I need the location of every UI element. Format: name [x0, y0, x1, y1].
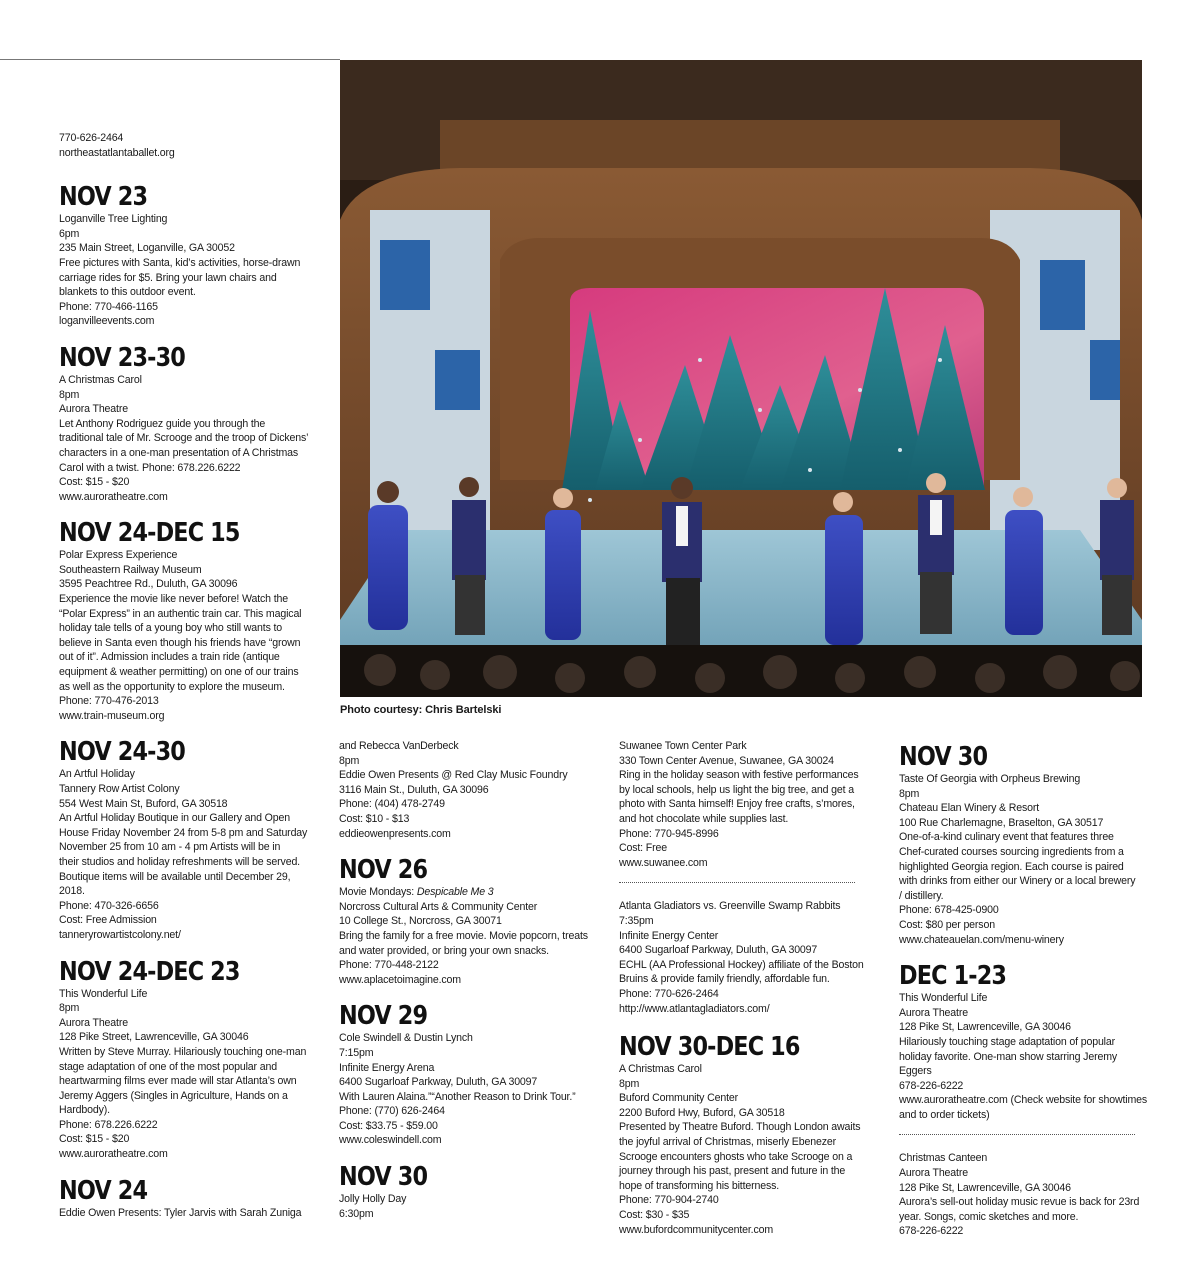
text-line: www.aplacetoimagine.com	[339, 973, 461, 986]
event-nov-30-jolly	[339, 1162, 584, 1221]
text-line: House Friday November 24 from 5-8 pm and Saturday	[59, 826, 308, 839]
text-line: hope of transforming his bitterness.	[619, 1179, 780, 1192]
text-line: An Artful Holiday Boutique in our Gallery and Open	[59, 812, 290, 825]
text-line: photo with Santa himself! Enjoy free crafts, s’mores,	[619, 798, 855, 811]
text-line: eddieowenpresents.com	[339, 827, 451, 840]
text-line: year. Songs, comic sketches and more.	[899, 1210, 1079, 1223]
text-line: 8pm	[899, 787, 920, 800]
text-line: 3116 Main St., Duluth, GA 30096	[339, 783, 489, 796]
text-line: and to order tickets)	[899, 1108, 990, 1121]
text-line: 128 Pike St, Lawrenceville, GA 30046	[899, 1181, 1071, 1194]
top-rule	[0, 59, 340, 60]
text-line: 7:15pm	[339, 1046, 374, 1059]
text-line: Aurora Theatre	[899, 1006, 968, 1019]
event-atlanta-gladiators	[619, 899, 864, 1016]
event-nov-30-dec-16	[619, 1032, 864, 1237]
text-line: A Christmas Carol	[59, 373, 142, 386]
text-line: Eddie Owen Presents @ Red Clay Music Foundry	[339, 769, 568, 782]
text-line: “Polar Express” in an authentic train car. This magical	[59, 607, 302, 620]
event-continued	[339, 739, 584, 841]
event-date: NOV 24-30	[59, 737, 185, 768]
text-line: Aurora Theatre	[899, 1167, 968, 1180]
text-line: Chateau Elan Winery & Resort	[899, 802, 1040, 815]
text-line: Phone: 770-466-1165	[59, 300, 158, 313]
text-line: Cost: $33.75 - $59.00	[339, 1119, 438, 1132]
text-line: 6400 Sugarloaf Parkway, Duluth, GA 30097	[619, 944, 818, 957]
text-line: Suwanee Town Center Park	[619, 740, 747, 752]
text-line: Norcross Cultural Arts & Community Center	[339, 900, 538, 913]
text-line: 10 College St., Norcross, GA 30071	[339, 915, 502, 928]
text-line: Phone: (770) 626-2464	[339, 1105, 445, 1118]
text-line: holiday favorite. One-man show starring Jeremy	[899, 1050, 1118, 1063]
text-line: Polar Express Experience	[59, 549, 178, 562]
text-line: 330 Town Center Avenue, Suwanee, GA 30024	[619, 754, 834, 767]
text-line: 678-226-6222	[899, 1079, 964, 1092]
text-line: 8pm	[59, 388, 80, 401]
text-line: 235 Main Street, Loganville, GA 30052	[59, 242, 235, 255]
text-line: Ring in the holiday season with festive performances	[619, 769, 859, 782]
event-date: NOV 30	[339, 1162, 428, 1193]
text-line	[339, 885, 584, 900]
text-line: the joyful arrival of Christmas, miserly Ebenezer	[619, 1136, 836, 1149]
event-nov-24-dec-15	[59, 518, 304, 723]
event-nov-23-30	[59, 342, 309, 504]
text-line: Bruins & provide family friendly, affordable fun.	[619, 973, 830, 986]
text-line: www.train-museum.org	[59, 709, 165, 722]
event-date: NOV 23-30	[59, 342, 185, 373]
text-line: Aurora Theatre	[59, 403, 128, 416]
theatre-stage-photo	[340, 60, 1142, 697]
text-line: Phone: (404) 478-2749	[339, 798, 445, 811]
text-line: Cole Swindell & Dustin Lynch	[339, 1032, 473, 1045]
text-line: November 25 from 10 am - 4 pm Artists will be in	[59, 841, 281, 854]
text-line: 128 Pike St, Lawrenceville, GA 30046	[899, 1021, 1071, 1034]
text-line: Buford Community Center	[619, 1092, 739, 1105]
event-nov-24-30	[59, 737, 308, 942]
event-date: NOV 23	[59, 182, 148, 213]
text-line: Cost: $15 - $20	[59, 1133, 130, 1146]
event-date: NOV 30	[899, 742, 988, 772]
text-line: heartwarming films ever made will star Atlanta’s own	[59, 1075, 297, 1088]
event-nov-24-dec-23	[59, 956, 307, 1162]
text-line: Phone: 770-476-2013	[59, 695, 159, 708]
text-line: Tannery Row Artist Colony	[59, 783, 180, 795]
text-line: Cost: $15 - $20	[59, 476, 130, 489]
text-line: www.auroratheatre.com	[59, 490, 168, 503]
column-1	[59, 131, 309, 1226]
movie-title: Despicable Me 3	[416, 886, 494, 899]
text-line: traditional tale of Mr. Scrooge and the troop of Dickens’	[59, 432, 309, 445]
text-line: Chef-curated courses sourcing ingredients from a	[899, 845, 1124, 858]
event-nov-26	[339, 855, 588, 987]
text-line: holiday tale tells of a young boy who still wants to	[59, 622, 283, 635]
event-dec-1-23	[899, 961, 1149, 1122]
text-line: 554 West Main St, Buford, GA 30518	[59, 797, 228, 810]
text-line: 8pm	[619, 1077, 640, 1090]
text-line: www.coleswindell.com	[339, 1134, 442, 1147]
event-nov-24	[59, 1176, 304, 1221]
text-line: Cost: Free Admission	[59, 914, 157, 927]
column-4	[899, 742, 1149, 1239]
column-2	[339, 739, 588, 1227]
text-line: 128 Pike Street, Lawrenceville, GA 30046	[59, 1031, 249, 1044]
text-line: Carol with a twist. Phone: 678.226.6222	[59, 461, 241, 474]
text-line: Loganville Tree Lighting	[59, 213, 168, 226]
text-line: Phone: 678.226.6222	[59, 1118, 158, 1131]
event-nov-30-taste-of-georgia	[899, 742, 1149, 947]
event-date: NOV 24	[59, 1175, 148, 1206]
text-line: 100 Rue Charlemagne, Braselton, GA 30517	[899, 816, 1104, 829]
text-line: This Wonderful Life	[899, 992, 988, 1005]
column-1-header-contact	[59, 131, 304, 160]
event-date: NOV 29	[339, 1001, 428, 1032]
text-line: Hardbody).	[59, 1104, 110, 1117]
text-line: This Wonderful Life	[59, 987, 148, 1000]
text-line: / distillery.	[899, 889, 944, 902]
event-date: NOV 30-DEC 16	[619, 1032, 800, 1063]
text-line: One-of-a-kind culinary event that features three	[899, 831, 1114, 844]
text-line: and hot chocolate while supplies last.	[619, 812, 789, 825]
text-line: Presented by Theatre Buford. Though London awaits	[619, 1121, 861, 1134]
text-line: Infinite Energy Center	[619, 929, 719, 942]
text-line: 678-226-6222	[899, 1225, 964, 1238]
text-line: www.auroratheatre.com (Check website for showtimes	[899, 1094, 1148, 1107]
text-line: their studios and holiday refreshments will be served.	[59, 855, 300, 868]
text-line: Christmas Canteen	[899, 1152, 988, 1165]
event-continued	[619, 739, 864, 870]
text-line: http://www.atlantagladiators.com/	[619, 1002, 770, 1015]
text-line: Cost: $10 - $13	[339, 812, 410, 825]
text-line: www.suwanee.com	[619, 856, 708, 869]
text-line: Phone: 770-626-2464	[619, 987, 719, 1000]
text-line: 3595 Peachtree Rd., Duluth, GA 30096	[59, 578, 238, 591]
text-line: characters in a one-man presentation of A Christmas	[59, 446, 299, 459]
text-line: An Artful Holiday	[59, 768, 135, 781]
text-line: Let Anthony Rodriguez guide you through the	[59, 417, 266, 430]
text-line: with drinks from either our Winery or a local brewery	[899, 875, 1136, 888]
text-line: Cost: $80 per person	[899, 918, 995, 931]
text-line: northeastatlantaballet.org	[59, 146, 175, 159]
event-nov-29	[339, 1001, 584, 1148]
text-line: journey through his past, present and future in the	[619, 1165, 846, 1178]
text-line: Phone: 678-425-0900	[899, 904, 999, 917]
text-line: carriage rides for $5. Bring your lawn chairs and	[59, 271, 277, 284]
text-line: as well as the opportunity to explore the museum.	[59, 680, 285, 693]
text-line: stage adaptation of one of the most popular and	[59, 1060, 277, 1073]
text-line: and Rebecca VanDerbeck	[339, 740, 459, 752]
text-line: blankets to this outdoor event.	[59, 286, 196, 299]
text-line: Jolly Holly Day	[339, 1193, 407, 1206]
text-line: Cost: Free	[619, 842, 667, 855]
text-line: equipment & weather permitting) on one of our trains	[59, 666, 299, 679]
event-title-prefix: Movie Mondays:	[339, 886, 417, 899]
dotted-separator	[899, 1134, 1135, 1135]
text-line: out of it”. Admission includes a train ride (antique	[59, 651, 280, 664]
event-date: NOV 26	[339, 855, 428, 886]
text-line: Experience the movie like never before! Watch the	[59, 593, 288, 606]
text-line: Phone: 770-945-8996	[619, 827, 719, 840]
text-line: Infinite Energy Arena	[339, 1061, 435, 1074]
text-line: tanneryrowartistcolony.net/	[59, 928, 181, 941]
text-line: Southeastern Railway Museum	[59, 563, 202, 576]
text-line: Hilariously touching stage adaptation of popular	[899, 1035, 1116, 1048]
text-line: Taste Of Georgia with Orpheus Brewing	[899, 773, 1081, 785]
text-line: With Lauren Alaina.”“Another Reason to Drink Tour.”	[339, 1090, 576, 1103]
text-line: and water provided, or bring your own snacks.	[339, 944, 549, 957]
text-line: Free pictures with Santa, kid’s activities, horse-drawn	[59, 256, 301, 269]
photo-caption: Photo courtesy: Chris Bartelski	[340, 704, 502, 716]
text-line: 6:30pm	[339, 1207, 374, 1220]
text-line: Scrooge encounters ghosts who take Scrooge on a	[619, 1150, 853, 1163]
text-line: Eddie Owen Presents: Tyler Jarvis with Sarah Zuniga	[59, 1206, 302, 1219]
text-line: Phone: 470-326-6656	[59, 899, 159, 912]
event-nov-23	[59, 182, 304, 329]
text-line: Aurora Theatre	[59, 1016, 128, 1029]
column-3	[619, 739, 864, 1243]
text-line: 770-626-2464	[59, 132, 124, 144]
text-line: Eggers	[899, 1065, 932, 1078]
dotted-separator	[619, 882, 855, 883]
text-line: 6pm	[59, 227, 80, 240]
text-line: ECHL (AA Professional Hockey) affiliate of the Boston	[619, 958, 864, 971]
text-line: www.bufordcommunitycenter.com	[619, 1223, 774, 1236]
text-line: Boutique items will be available until December 29,	[59, 870, 291, 883]
text-line: loganvilleevents.com	[59, 315, 155, 328]
text-line: Phone: 770-904-2740	[619, 1194, 719, 1207]
event-date: NOV 24-DEC 15	[59, 518, 240, 549]
text-line: 6400 Sugarloaf Parkway, Duluth, GA 30097	[339, 1076, 538, 1089]
text-line: Atlanta Gladiators vs. Greenville Swamp Rabbits	[619, 900, 841, 913]
text-line: 2018.	[59, 885, 85, 898]
text-line: 8pm	[339, 754, 360, 767]
text-line: 2200 Buford Hwy, Buford, GA 30518	[619, 1106, 785, 1119]
text-line: 7:35pm	[619, 914, 654, 927]
text-line: by local schools, help us light the big tree, and get a	[619, 783, 854, 796]
text-line: Phone: 770-448-2122	[339, 959, 439, 972]
text-line: Bring the family for a free movie. Movie popcorn, treats	[339, 929, 588, 942]
text-line: highlighted Georgia region. Each course is paired	[899, 860, 1124, 873]
text-line: A Christmas Carol	[619, 1063, 702, 1076]
text-line: www.auroratheatre.com	[59, 1148, 168, 1161]
text-line: 8pm	[59, 1002, 80, 1015]
text-line: Cost: $30 - $35	[619, 1209, 690, 1222]
event-date: DEC 1-23	[899, 961, 1007, 992]
text-line: Jeremy Aggers (Singles in Agriculture, Hands on a	[59, 1089, 288, 1102]
event-christmas-canteen	[899, 1151, 1149, 1239]
text-line: believe in Santa even though his friends have “grown	[59, 636, 301, 649]
text-line: Written by Steve Murray. Hilariously touching one-man	[59, 1045, 307, 1058]
text-line: www.chateauelan.com/menu-winery	[899, 933, 1064, 946]
text-line: Aurora’s sell-out holiday music revue is back for 23rd	[899, 1196, 1140, 1209]
event-date: NOV 24-DEC 23	[59, 956, 240, 987]
